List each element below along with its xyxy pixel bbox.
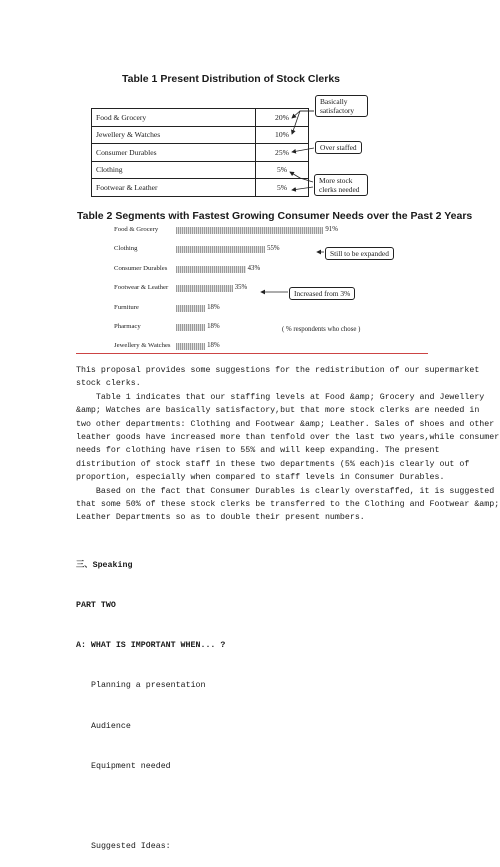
text-line: proportion, especially when compared to staff levels in Consumer Durables. (76, 473, 445, 483)
callout-more-needed: More stock clerks needed (314, 174, 368, 196)
table-cell-label: Food & Grocery (92, 109, 256, 127)
table1-title: Table 1 Present Distribution of Stock Clerks (122, 73, 341, 85)
table-cell-label: Footwear & Leather (92, 179, 256, 197)
text-line: Leather Departments so as to double their present numbers. (76, 513, 365, 523)
arrow-food (292, 111, 314, 118)
annotation-still-expanded: Still to be expanded (325, 247, 394, 260)
chart-bar (176, 227, 323, 234)
chart-value-label: 91% (325, 226, 338, 233)
chart-bar (176, 324, 205, 331)
chart-category-label: Consumer Durables (114, 264, 168, 272)
chart-category-label: Footwear & Leather (114, 284, 169, 292)
chart-category-label: Clothing (114, 245, 138, 253)
table-cell-label: Consumer Durables (92, 144, 256, 162)
chart-bar (176, 246, 265, 253)
text-line: stock clerks. (76, 379, 141, 389)
speaking-heading: 三、Speaking (76, 560, 133, 570)
chart-value-label: 55% (267, 245, 280, 253)
table-cell-label: Clothing (92, 161, 256, 179)
chart-bar (176, 305, 205, 312)
text-line: leather goods have increased more than tenfold over the last two years,while consumer (76, 432, 500, 442)
proposal-text (76, 364, 500, 525)
chart-category-label: Furniture (114, 303, 139, 311)
text-line: Table 1 indicates that our staffing levels at Food &amp; Grocery and Jewellery (76, 392, 485, 402)
text-line: needs for clothing have risen to 55% and will keep expanding. The present (76, 446, 440, 456)
arrow-jewellery (292, 111, 314, 134)
chart-value-label: 18% (207, 303, 220, 311)
annotation-increased: Increased from 3% (289, 287, 355, 300)
chart-value-label: 18% (207, 323, 220, 330)
callout-overstaffed: Over staffed (315, 141, 362, 154)
chart-bar (176, 266, 246, 273)
chart-note: ( % respondents who chose ) (282, 326, 361, 333)
speaking-section (76, 532, 436, 867)
arrow-clothing (290, 172, 313, 182)
text-line: that some 50% of these stock clerks be transferred to the Clothing and Footwear &amp; (76, 499, 500, 509)
chart-category-label: Food & Grocery (114, 226, 159, 233)
chart-title: Table 2 Segments with Fastest Growing Consumer Needs over the Past 2 Years (77, 210, 473, 222)
chart-bar (176, 285, 233, 292)
part-heading: PART TWO (76, 601, 116, 611)
question-heading: A: WHAT IS IMPORTANT WHEN... ? (76, 641, 226, 651)
table-cell-value: 20% (256, 109, 309, 127)
table-cell-value: 5% (256, 179, 309, 197)
suggested-ideas: Suggested Ideas: (91, 842, 171, 852)
spacer (76, 800, 436, 813)
text-line: two other departments: Clothing and Footwear &amp; Leather. Sales of shoes and other (76, 419, 495, 429)
arrow-footwear (292, 187, 313, 190)
table-cell-value: 25% (256, 144, 309, 162)
text-line: Based on the fact that Consumer Durables is clearly overstaffed, it is suggested (76, 486, 495, 496)
chart-value-label: 43% (247, 264, 261, 272)
table-cell-value: 10% (256, 126, 309, 144)
arrow-durables (292, 148, 314, 152)
chart-value-label: 18% (207, 342, 220, 350)
callout-satisfactory: Basically satisfactory (315, 95, 368, 117)
list-item: Equipment needed (91, 761, 171, 771)
divider (76, 353, 428, 354)
text-line: This proposal provides some suggestions for the redistribution of our supermarket (76, 366, 480, 375)
list-item: Planning a presentation (91, 681, 206, 691)
chart-bar (176, 343, 205, 350)
text-line: &amp; Watches are basically satisfactory,but that more stock clerks are needed in (76, 406, 480, 416)
chart-category-label: Pharmacy (114, 323, 141, 330)
table-cell-label: Jewellery & Watches (92, 126, 256, 144)
chart-category-label: Jewellery & Watches (114, 342, 171, 350)
table-cell-value: 5% (256, 161, 309, 179)
list-item: Audience (91, 721, 131, 731)
text-line: distribution of stock staff in these two departments (5% each)is clearly out of (76, 459, 470, 469)
chart-value-label: 35% (234, 284, 248, 292)
